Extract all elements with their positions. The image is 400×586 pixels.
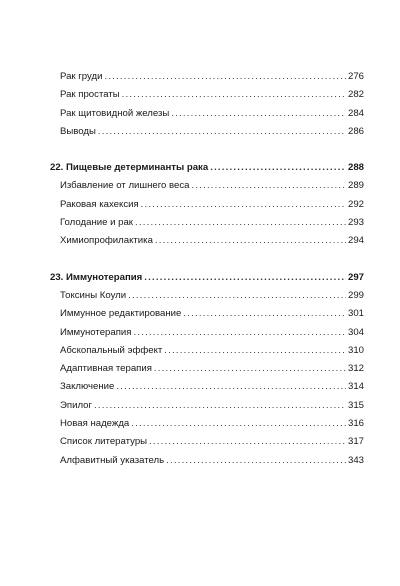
toc-leader-dots — [191, 177, 346, 195]
toc-leader-dots — [98, 123, 346, 141]
toc-leader-dots — [171, 105, 346, 123]
toc-entry-page: 299 — [347, 289, 364, 301]
toc-entry-label: Избавление от лишнего веса — [60, 180, 190, 192]
toc-leader-dots — [154, 360, 346, 378]
toc-entry-page: 282 — [347, 89, 364, 101]
toc-entry — [50, 68, 364, 86]
toc-section-continued — [50, 68, 364, 141]
toc-leader-dots — [155, 232, 346, 250]
toc-entry — [50, 397, 364, 415]
toc-entry-label: Выводы — [60, 125, 96, 137]
toc-entry — [50, 287, 364, 305]
toc-entry — [50, 415, 364, 433]
toc-entry-page: 276 — [347, 71, 364, 82]
toc-entry-label: Заключение — [60, 381, 115, 393]
toc-entry-page: 292 — [347, 198, 364, 210]
toc-entry-label: Рак щитовидной железы — [60, 107, 170, 119]
toc-entry-page: 301 — [347, 308, 364, 320]
toc-leader-dots — [183, 305, 346, 323]
toc-leader-dots — [210, 159, 346, 177]
chapter-title: 22. Пищевые детерминанты рака — [50, 162, 209, 174]
toc-leader-dots — [128, 287, 346, 305]
toc-entry — [50, 214, 364, 232]
toc-entry-label: Иммунотерапия — [60, 326, 132, 338]
toc-entry-page: 314 — [347, 381, 364, 393]
toc-entry-label: Рак простаты — [60, 89, 120, 101]
toc-leader-dots — [133, 324, 346, 342]
toc-leader-dots — [164, 342, 346, 360]
toc-entry-label: Абскопальный эффект — [60, 344, 163, 356]
toc-leader-dots — [131, 415, 346, 433]
toc-entry-page: 315 — [347, 399, 364, 411]
toc-entry — [50, 433, 364, 451]
toc-entry-label: Адаптивная терапия — [60, 363, 152, 375]
toc-entry-label: Новая надежда — [60, 418, 130, 430]
section-gap — [50, 141, 364, 159]
toc-chapter-heading — [50, 269, 364, 287]
toc-entry — [50, 324, 364, 342]
toc-leader-dots — [135, 214, 346, 232]
toc-entry-label: Рак груди — [60, 71, 103, 82]
toc-entry-page: 293 — [347, 217, 364, 229]
toc-chapter-22 — [50, 159, 364, 250]
toc-entry — [50, 86, 364, 104]
section-gap — [50, 251, 364, 269]
toc-entry-label: Список литературы — [60, 436, 148, 448]
toc-entry — [50, 378, 364, 396]
toc-leader-dots — [104, 68, 346, 86]
toc-entry-label: Химиопрофилактика — [60, 235, 153, 247]
toc-entry-page: 304 — [347, 326, 364, 338]
toc-entry — [50, 452, 364, 470]
toc-entry-page: 289 — [347, 180, 364, 192]
toc-entry-label: Раковая кахексия — [60, 198, 139, 210]
toc-entry-page: 312 — [347, 363, 364, 375]
toc-entry-label: Голодание и рак — [60, 217, 133, 229]
toc-entry-page: 343 — [347, 454, 364, 466]
toc-leader-dots — [122, 86, 346, 104]
toc-entry-label: Токсины Коули — [60, 289, 127, 301]
toc-entry-page: 286 — [347, 125, 364, 137]
toc-leader-dots — [94, 397, 346, 415]
toc-entry-page: 284 — [347, 107, 364, 119]
toc-leader-dots — [141, 196, 346, 214]
table-of-contents — [50, 68, 364, 470]
toc-leader-dots — [166, 452, 346, 470]
toc-entry — [50, 177, 364, 195]
toc-entry-page: 294 — [347, 235, 364, 247]
toc-entry — [50, 360, 364, 378]
toc-leader-dots — [149, 433, 346, 451]
toc-leader-dots — [144, 269, 346, 287]
toc-entry — [50, 232, 364, 250]
toc-entry — [50, 105, 364, 123]
chapter-title: 23. Иммунотерапия — [50, 271, 143, 283]
toc-entry — [50, 305, 364, 323]
toc-entry — [50, 196, 364, 214]
chapter-page: 297 — [347, 271, 364, 283]
toc-entry — [50, 342, 364, 360]
toc-entry-label: Эпилог — [60, 399, 92, 411]
toc-entry-label: Иммунное редактирование — [60, 308, 182, 320]
toc-entry-page: 317 — [347, 436, 364, 448]
toc-entry-page: 310 — [347, 344, 364, 356]
toc-chapter-heading — [50, 159, 364, 177]
toc-entry — [50, 123, 364, 141]
toc-entry-label: Алфавитный указатель — [60, 454, 165, 466]
chapter-page: 288 — [347, 162, 364, 174]
toc-entry-page: 316 — [347, 418, 364, 430]
toc-chapter-23 — [50, 269, 364, 470]
toc-leader-dots — [116, 378, 346, 396]
